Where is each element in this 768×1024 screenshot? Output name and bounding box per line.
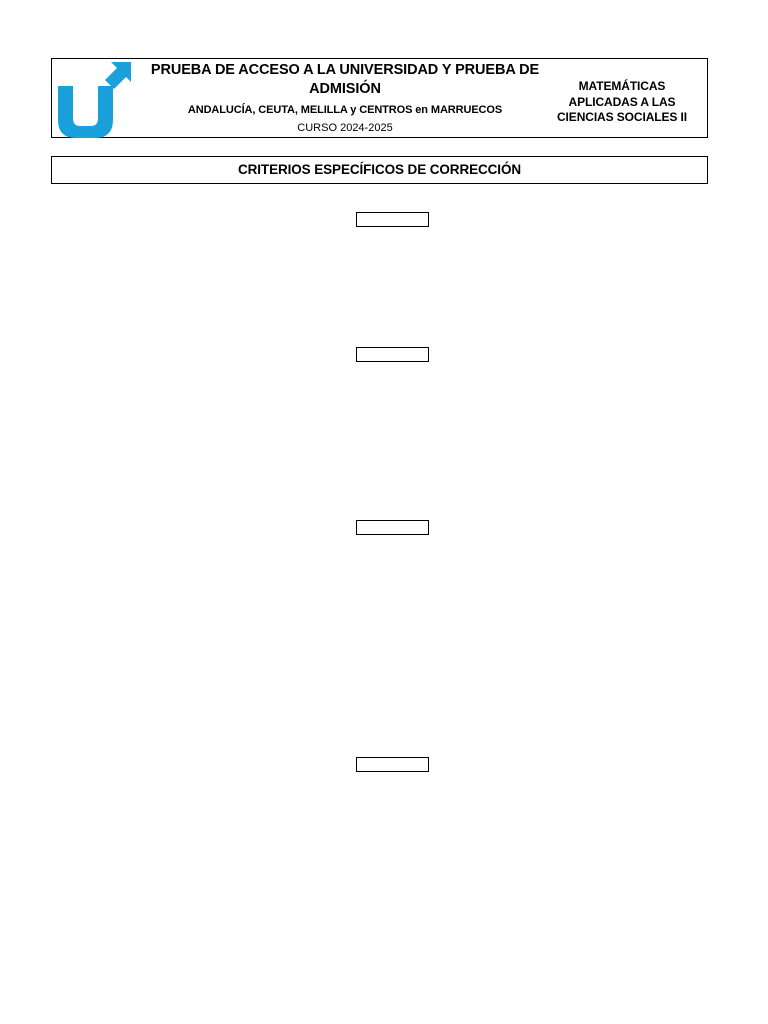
exam-course: CURSO 2024-2025 (297, 122, 393, 134)
empty-label-box (356, 212, 429, 227)
title-block (140, 61, 550, 135)
university-u-logo-icon (57, 60, 133, 138)
criteria-heading: CRITERIOS ESPECÍFICOS DE CORRECCIÓN (51, 156, 708, 184)
empty-label-box (356, 347, 429, 362)
exam-header (51, 58, 708, 138)
exam-subject: MATEMÁTICAS APLICADAS A LAS CIENCIAS SOCIALES II (556, 79, 688, 124)
exam-title: PRUEBA DE ACCESO A LA UNIVERSIDAD Y PRUEBA DE ADMISIÓN (150, 62, 540, 97)
empty-label-box (356, 757, 429, 772)
empty-label-box (356, 520, 429, 535)
exam-region: ANDALUCÍA, CEUTA, MELILLA y CENTROS en MARRUECOS (187, 104, 503, 116)
